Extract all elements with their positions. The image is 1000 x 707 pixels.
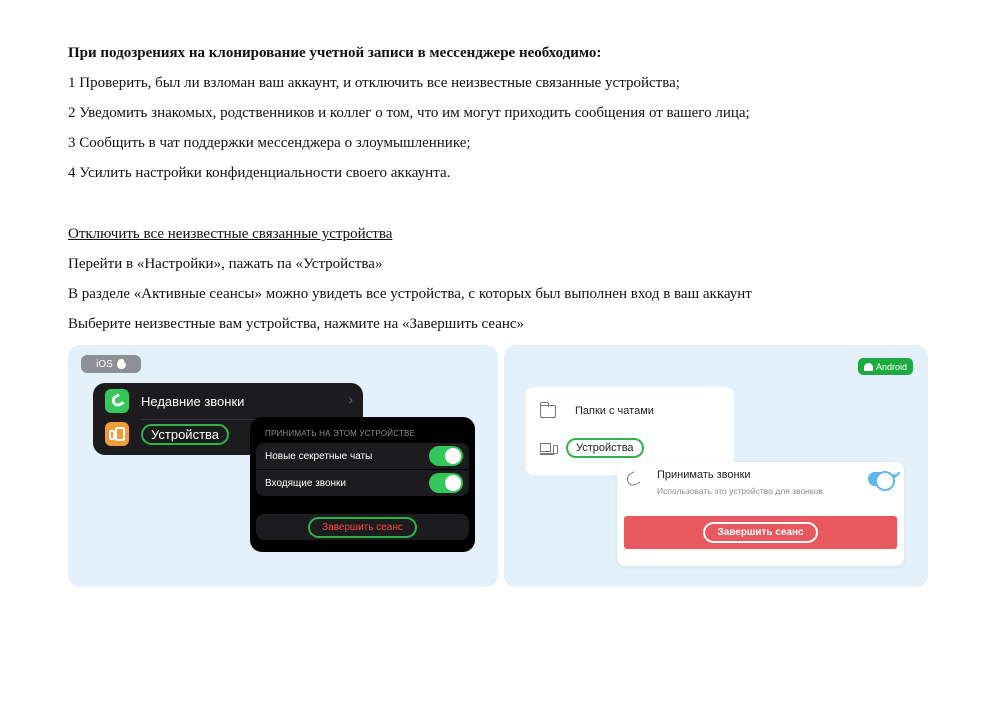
step-2: 2 Уведомить знакомых, родственников и коллег о том, что им могут приходить сообщения от вашего лица; [68,105,750,121]
ios-end-session-label: Завершить сеанс [308,517,417,538]
ios-row-incoming-calls [256,470,469,496]
ios-illustration-panel [68,345,498,587]
ios-session-sheet [250,417,475,552]
android-end-session-button[interactable] [624,516,897,549]
secret-chats-toggle[interactable] [429,446,463,466]
devices-icon [105,422,129,446]
folder-icon [540,405,556,418]
chevron-right-icon: › [348,391,353,407]
phone-icon [105,389,129,413]
accept-calls-toggle[interactable] [868,472,894,486]
instruction-3: Выберите неизвестные вам устройства, нажмите на «Завершить сеанс» [68,316,525,332]
step-3: 3 Сообщить в чат поддержки мессенджера о злоумышленнике; [68,135,471,151]
android-end-session-label: Завершить сеанс [703,522,817,543]
ios-badge [81,355,141,373]
android-illustration-panel [504,345,928,587]
instruction-1: Перейти в «Настройки», пажать па «Устройства» [68,256,383,272]
section-subheading: Отключить все неизвестные связанные устройства [68,226,393,242]
ios-badge-label: iOS [96,358,113,370]
ios-end-session-button[interactable] [256,514,469,540]
android-session-card [617,462,904,566]
devices-icon [540,443,556,455]
apple-icon [117,359,126,369]
phone-icon [624,471,640,488]
ios-menu-item-devices[interactable] [105,422,229,446]
accept-calls-sublabel: Использовать это устройство для звонков [657,486,823,496]
document-heading: При подозрениях на клонирование учетной записи в мессенджере необходимо: [68,45,602,61]
ios-menu-item-recent-calls[interactable] [105,389,244,413]
android-icon [864,363,873,371]
step-1: 1 Проверить, был ли взломан ваш аккаунт, и отключить все неизвестные связанные устройства; [68,75,680,91]
step-4: 4 Усилить настройки конфиденциальности своего аккаунта. [68,165,451,181]
ios-recent-calls-label: Недавние звонки [141,393,245,409]
android-devices-label[interactable]: Устройства [566,438,644,458]
ios-sheet-header: ПРИНИМАТЬ НА ЭТОМ УСТРОЙСТВЕ [265,429,416,438]
accept-calls-label: Принимать звонки [657,469,751,481]
ios-devices-label: Устройства [141,424,229,445]
ios-secret-chats-label: Новые секретные чаты [265,450,373,462]
incoming-calls-toggle[interactable] [429,473,463,493]
ios-incoming-calls-label: Входящие звонки [265,477,347,489]
android-chat-folders-label[interactable]: Папки с чатами [575,405,654,417]
ios-row-secret-chats [256,443,469,469]
check-icon [893,470,901,478]
instruction-2: В разделе «Активные сеансы» можно увидеть все устройства, с которых был выполнен вход в ваш аккаунт [68,286,752,302]
android-badge [858,358,913,375]
android-badge-label: Android [875,361,907,372]
